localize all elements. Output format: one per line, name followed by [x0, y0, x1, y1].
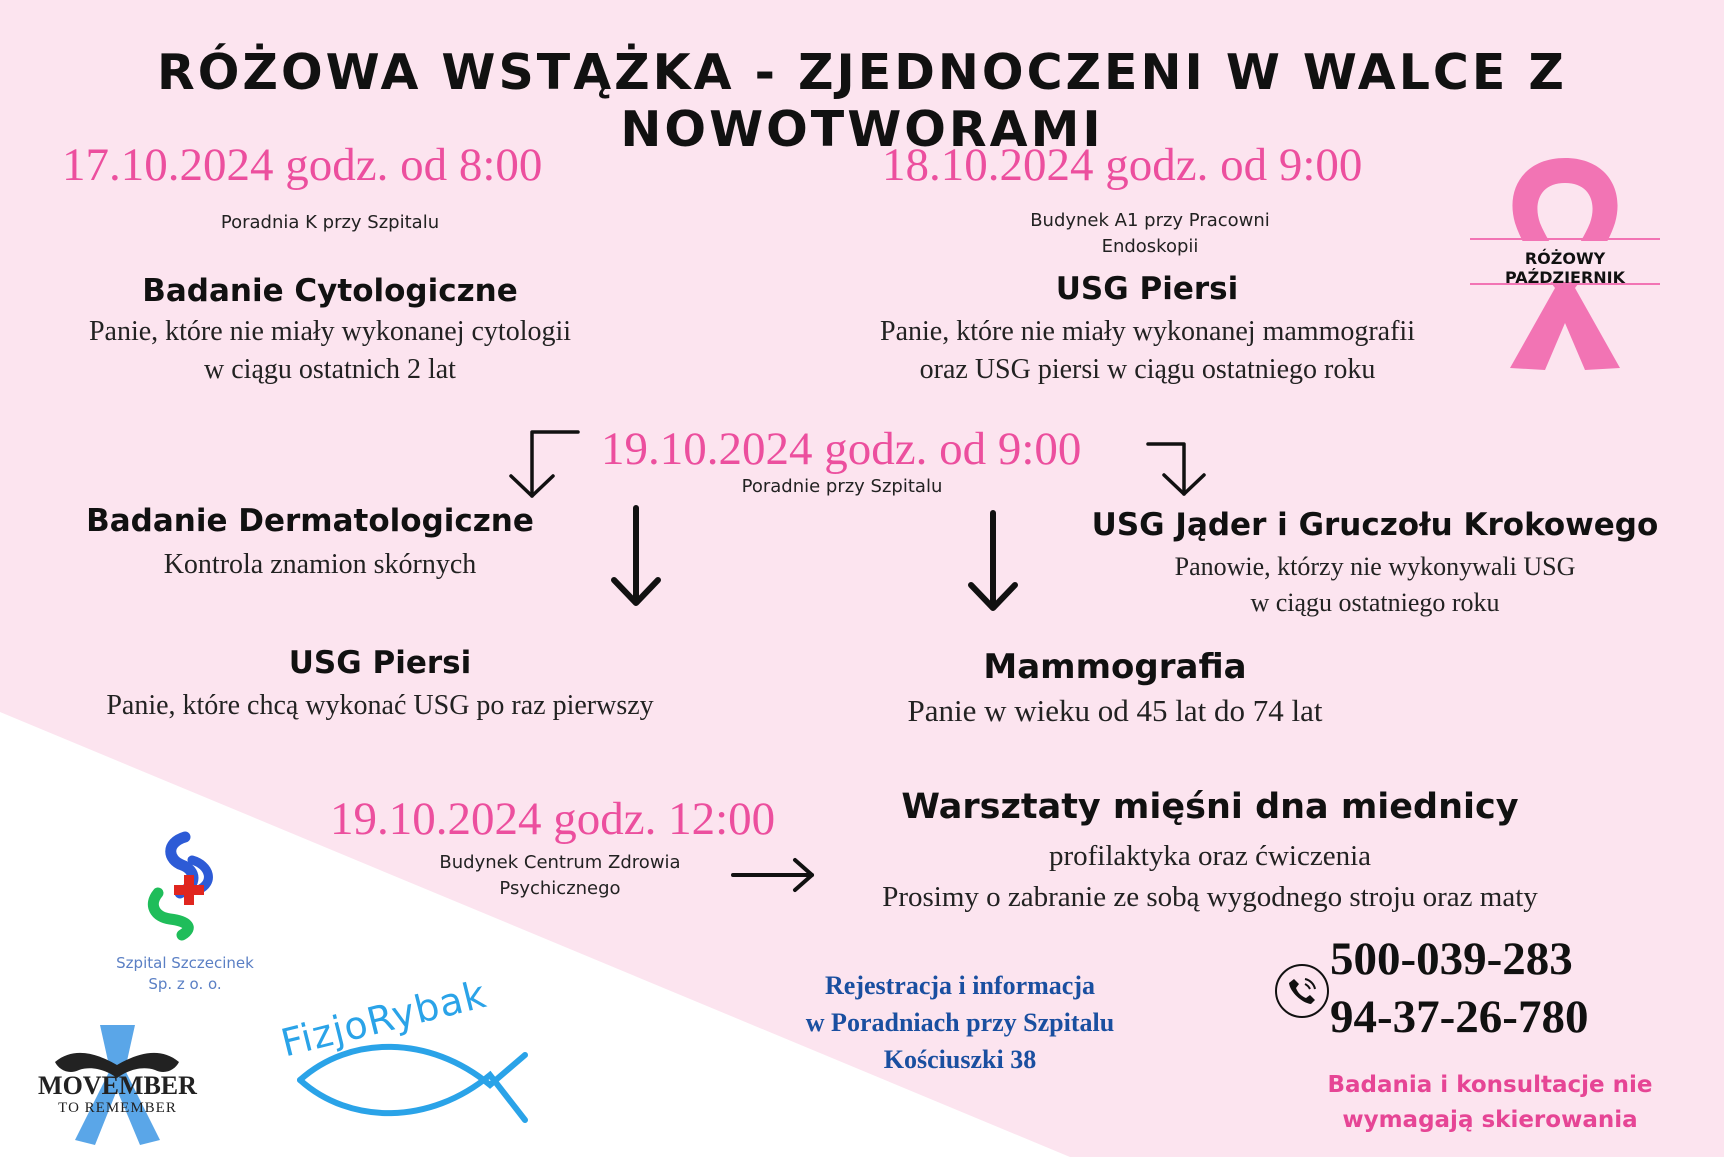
derm-heading: Badanie Dermatologiczne — [86, 503, 534, 539]
event4-location-line2: Psychicznego — [499, 878, 621, 899]
hospital-logo-text — [95, 953, 275, 995]
usg-testes-desc-line1: Panowie, którzy nie wykonywali USG — [1174, 552, 1576, 581]
hospital-emblem-icon — [110, 835, 260, 940]
usg-testes-heading: USG Jąder i Gruczołu Krokowego — [1091, 507, 1659, 543]
event1-desc-line2: w ciągu ostatnich 2 lat — [204, 354, 456, 385]
phone-number-2[interactable]: 94-37-26-780 — [1330, 991, 1589, 1043]
event1-date: 17.10.2024 godz. od 8:00 — [62, 139, 543, 191]
event4-heading: Warsztaty mięśni dna miednicy — [901, 787, 1519, 827]
registration-line1: Rejestracja i informacja — [825, 971, 1095, 1000]
usg-testes-description — [1090, 549, 1660, 621]
event4-location — [400, 850, 720, 902]
hospital-logo-line1: Szpital Szczecinek — [116, 954, 254, 972]
registration-line3: Kościuszki 38 — [883, 1045, 1037, 1074]
event1-heading: Badanie Cytologiczne — [142, 273, 518, 309]
usg-breast-heading: USG Piersi — [288, 645, 472, 681]
usg-testes-desc-line2: w ciągu ostatniego roku — [1250, 588, 1500, 617]
fizjorybak-text: FizjoRybak — [276, 971, 491, 1066]
event2-location-line2: Endoskopii — [1101, 236, 1199, 257]
event2-desc-line1: Panie, które nie miały wykonanej mammografii — [880, 316, 1415, 347]
event3-location: Poradnie przy Szpitalu — [741, 476, 943, 497]
down-arrow-left-icon — [614, 508, 658, 603]
event1-desc-line1: Panie, które nie miały wykonanej cytologii — [88, 316, 572, 347]
hospital-logo — [110, 835, 260, 995]
phone-number-1[interactable]: 500-039-283 — [1330, 933, 1573, 985]
referral-note-line2: wymagają skierowania — [1342, 1107, 1638, 1133]
event4-desc-line2: Prosimy o zabranie ze sobą wygodnego stroju oraz maty — [882, 881, 1538, 913]
phone-icon — [1273, 962, 1331, 1020]
hospital-logo-line2: Sp. z o. o. — [148, 975, 222, 993]
bent-arrow-left-icon — [511, 432, 578, 496]
registration-line2: w Poradniach przy Szpitalu — [805, 1008, 1115, 1037]
down-arrow-right-icon — [971, 513, 1015, 608]
referral-note-line1: Badania i konsultacje nie — [1327, 1072, 1653, 1098]
event2-desc-line2: oraz USG piersi w ciągu ostatniego roku — [919, 354, 1376, 385]
bent-arrow-right-icon — [1148, 444, 1204, 494]
registration-info — [760, 967, 1160, 1078]
event2-date: 18.10.2024 godz. od 9:00 — [882, 139, 1363, 191]
mammo-heading: Mammografia — [983, 647, 1247, 687]
event4-location-line1: Budynek Centrum Zdrowia — [439, 852, 681, 873]
referral-note — [1290, 1068, 1690, 1138]
phone-numbers — [1330, 930, 1630, 1046]
derm-description: Kontrola znamion skórnych — [163, 549, 477, 580]
event4-desc-line1: profilaktyka oraz ćwiczenia — [1048, 840, 1372, 872]
event1-location: Poradnia K przy Szpitalu — [220, 212, 440, 233]
movember-line2: TO REMEMBER — [58, 1100, 177, 1116]
ribbon-badge-label: RÓŻOWY PAŹDZIERNIK — [1504, 249, 1626, 287]
event2-heading: USG Piersi — [1055, 271, 1239, 307]
movember-text — [25, 1072, 210, 1116]
usg-breast-description: Panie, które chcą wykonać USG po raz pierwszy — [106, 690, 654, 721]
event4-description — [800, 836, 1620, 918]
event4-date: 19.10.2024 godz. 12:00 — [330, 793, 776, 845]
event2-location-line1: Budynek A1 przy Pracowni — [1030, 210, 1270, 231]
fizjorybak-logo — [276, 971, 540, 1145]
mammo-description: Panie w wieku od 45 lat do 74 lat — [907, 693, 1323, 728]
event3-date: 19.10.2024 godz. od 9:00 — [601, 423, 1082, 475]
movember-logo — [25, 1020, 210, 1150]
movember-line1: MOVEMBER — [38, 1071, 197, 1100]
page-title: RÓŻOWA WSTĄŻKA - ZJEDNOCZENI W WALCE Z NOWOTWORAMI — [157, 44, 1567, 158]
